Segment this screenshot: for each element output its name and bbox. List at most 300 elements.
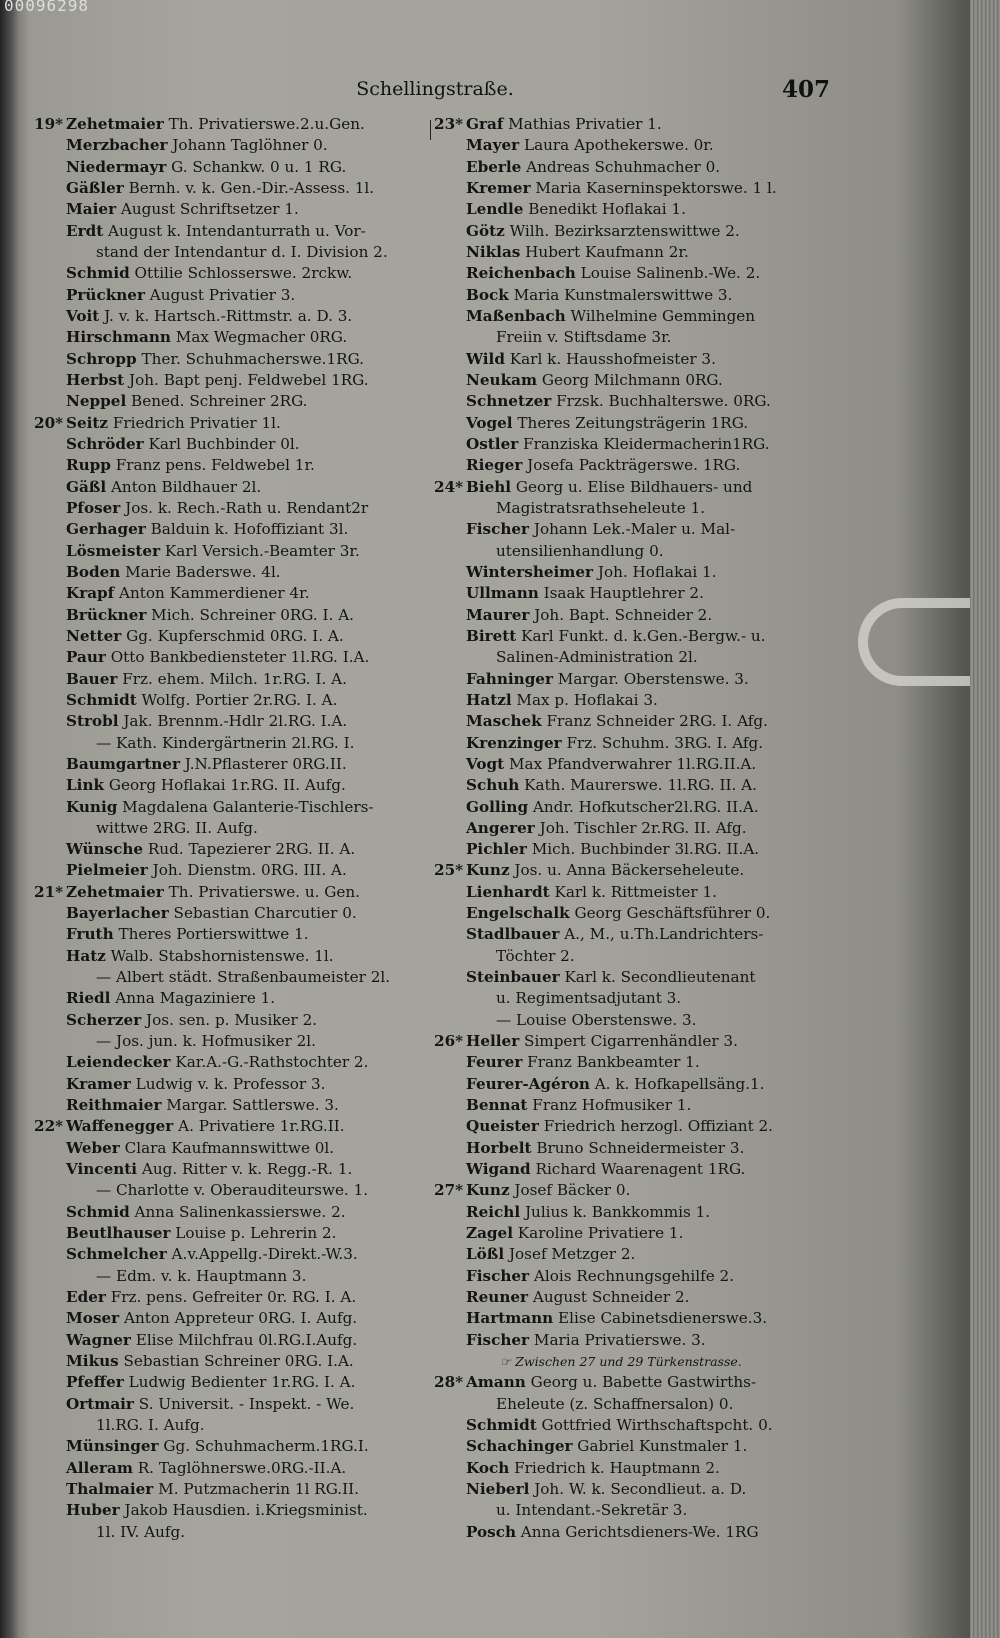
resident-name: Erdt xyxy=(66,221,104,240)
house-number: 25* xyxy=(434,861,464,880)
resident-details: Magistratsrathseheleute 1. xyxy=(496,498,706,517)
resident-details: Walb. Stabshornistenswe. 1l. xyxy=(105,946,334,965)
resident-details: Isaak Hauptlehrer 2. xyxy=(538,584,704,603)
directory-entry xyxy=(440,1500,830,1521)
resident-name: Kramer xyxy=(66,1074,131,1093)
directory-page xyxy=(34,70,830,1615)
resident-details: Franz Bankbeamter 1. xyxy=(522,1053,700,1072)
resident-name: Kunz xyxy=(466,1181,510,1200)
directory-entry xyxy=(40,562,430,583)
house-number: 24* xyxy=(434,477,464,496)
resident-name: Niedermayr xyxy=(66,157,167,176)
directory-entry xyxy=(440,1159,830,1180)
resident-name: Fischer xyxy=(466,1330,530,1349)
directory-entry xyxy=(40,1095,430,1116)
resident-name: Fischer xyxy=(466,1266,530,1285)
resident-name: Fischer xyxy=(466,520,530,539)
directory-entry xyxy=(40,434,430,455)
resident-name: Stadlbauer xyxy=(466,925,560,944)
resident-name: Queister xyxy=(466,1117,539,1136)
directory-entry xyxy=(440,1351,830,1372)
resident-name: Lößl xyxy=(466,1245,505,1264)
resident-details: Max Pfandverwahrer 1l.RG.II.A. xyxy=(504,754,757,773)
resident-details: Benedikt Hoflakai 1. xyxy=(523,200,686,219)
directory-entry xyxy=(440,669,830,690)
directory-entry xyxy=(440,413,830,434)
directory-entry xyxy=(440,349,830,370)
scan-id: 00096298 xyxy=(4,0,90,15)
resident-details: Hubert Kaufmann 2r. xyxy=(520,242,689,261)
directory-entry xyxy=(40,1052,430,1073)
directory-entry xyxy=(40,988,430,1009)
resident-name: Steinbauer xyxy=(466,968,560,987)
resident-details: A. Privatiere 1r.RG.II. xyxy=(173,1117,345,1136)
directory-entry xyxy=(40,1287,430,1308)
directory-entry xyxy=(440,583,830,604)
resident-details: Ther. Schuhmacherswe.1RG. xyxy=(136,349,364,368)
house-number: 22* xyxy=(34,1117,64,1136)
resident-details: Anna Magaziniere 1. xyxy=(110,989,276,1008)
house-number: 21* xyxy=(34,882,64,901)
directory-entry xyxy=(440,498,830,519)
column-divider xyxy=(430,120,431,140)
resident-name: Mikus xyxy=(66,1352,119,1371)
directory-entry xyxy=(440,541,830,562)
directory-entry xyxy=(440,157,830,178)
house-number: 19* xyxy=(34,115,64,133)
resident-name: Merzbacher xyxy=(66,136,168,155)
resident-details: Franz pens. Feldwebel 1r. xyxy=(110,456,315,475)
directory-entry xyxy=(40,1415,430,1436)
resident-name: Horbelt xyxy=(466,1138,532,1157)
resident-name: Schachinger xyxy=(466,1437,573,1456)
resident-name: Weber xyxy=(66,1138,120,1157)
resident-details: J.N.Pflasterer 0RG.II. xyxy=(179,754,347,773)
directory-entry xyxy=(40,370,430,391)
resident-name: Münsinger xyxy=(66,1437,159,1456)
directory-entry xyxy=(40,1138,430,1159)
directory-entry xyxy=(40,242,430,263)
directory-entry xyxy=(40,1479,430,1500)
resident-name: Ullmann xyxy=(466,584,539,603)
resident-details: August Privatier 3. xyxy=(144,285,296,304)
resident-name: Scherzer xyxy=(66,1010,142,1029)
directory-entry xyxy=(440,306,830,327)
resident-name: Thalmaier xyxy=(66,1480,154,1498)
resident-details: R. Taglöhnerswe.0RG.-II.A. xyxy=(132,1458,347,1477)
resident-details: Jos. k. Rech.-Rath u. Rendant2r xyxy=(120,498,369,517)
resident-details: Joh. Dienstm. 0RG. III. A. xyxy=(147,861,347,880)
resident-name: Krapf xyxy=(66,584,115,603)
resident-name: Reichenbach xyxy=(466,264,576,283)
directory-entry xyxy=(434,114,830,135)
resident-details: Jak. Brennm.-Hdlr 2l.RG. I.A. xyxy=(118,712,348,731)
directory-entry xyxy=(40,1010,430,1031)
resident-name: Zehetmaier xyxy=(66,115,164,133)
resident-name: Paur xyxy=(66,648,106,667)
resident-name: Koch xyxy=(466,1458,510,1477)
resident-details: Friedrich k. Hauptmann 2. xyxy=(509,1458,720,1477)
directory-entry xyxy=(34,114,430,135)
directory-entry xyxy=(40,1074,430,1095)
resident-name: Pichler xyxy=(466,840,527,859)
resident-name: Krenzinger xyxy=(466,733,562,752)
resident-name: Feurer xyxy=(466,1053,523,1072)
directory-entry xyxy=(40,1500,430,1521)
directory-entry xyxy=(40,263,430,284)
resident-details: Joh. W. k. Secondlieut. a. D. xyxy=(529,1480,747,1498)
resident-details: Marie Baderswe. 4l. xyxy=(120,562,281,581)
resident-name: Lösmeister xyxy=(66,541,161,560)
resident-details: Anna Gerichtsdieners-We. 1RG xyxy=(515,1522,759,1541)
resident-details: Frz. pens. Gefreiter 0r. RG. I. A. xyxy=(105,1288,357,1307)
directory-entry xyxy=(440,775,830,796)
resident-details: Bernh. v. k. Gen.-Dir.-Assess. 1l. xyxy=(123,178,375,197)
resident-name: Neukam xyxy=(466,370,538,389)
directory-entry xyxy=(440,733,830,754)
resident-name: Angerer xyxy=(466,818,535,837)
resident-name: Pielmeier xyxy=(66,861,148,880)
directory-entry xyxy=(434,1180,830,1201)
resident-details: Frzsk. Buchhalterswe. 0RG. xyxy=(551,392,771,411)
directory-entry xyxy=(40,1351,430,1372)
resident-details: Kar.A.-G.-Rathstochter 2. xyxy=(170,1053,369,1072)
directory-entry xyxy=(440,647,830,668)
resident-details: Louise Salinenb.-We. 2. xyxy=(575,264,761,283)
resident-name: Voit xyxy=(66,306,100,325)
resident-details: S. Universit. - Inspekt. - We. xyxy=(133,1394,355,1413)
left-column xyxy=(34,114,430,1543)
resident-details: Franz Hofmusiker 1. xyxy=(527,1096,692,1115)
resident-details: Anton Appreteur 0RG. I. Aufg. xyxy=(119,1309,358,1328)
directory-entry xyxy=(440,690,830,711)
resident-details: Georg Geschäftsführer 0. xyxy=(569,904,771,923)
resident-details: Maria Kaserninspektorswe. 1 l. xyxy=(530,178,777,197)
directory-entry xyxy=(440,1116,830,1137)
directory-entry xyxy=(440,1266,830,1287)
resident-name: Pfoser xyxy=(66,498,121,517)
resident-name: Schmidt xyxy=(466,1416,537,1435)
resident-name: Lienhardt xyxy=(466,882,550,901)
resident-details: Karoline Privatiere 1. xyxy=(512,1224,684,1243)
resident-details: Mathias Privatier 1. xyxy=(503,115,662,133)
resident-name: Eberle xyxy=(466,157,522,176)
resident-name: Herbst xyxy=(66,370,125,389)
resident-name: Heller xyxy=(466,1032,520,1051)
resident-details: Max Wegmacher 0RG. xyxy=(170,328,348,347)
resident-name: Vogel xyxy=(466,413,513,432)
directory-entry xyxy=(440,1415,830,1436)
resident-name: Lendle xyxy=(466,200,524,219)
directory-entry xyxy=(40,754,430,775)
directory-entry xyxy=(440,754,830,775)
resident-details: Karl Versich.-Beamter 3r. xyxy=(160,541,360,560)
directory-entry xyxy=(40,818,430,839)
house-number: 26* xyxy=(434,1032,464,1051)
directory-entry xyxy=(40,903,430,924)
resident-details: August Schriftsetzer 1. xyxy=(116,200,299,219)
resident-name: Schmelcher xyxy=(66,1245,167,1264)
directory-entry xyxy=(440,818,830,839)
directory-entry xyxy=(440,1479,830,1500)
resident-name: Neppel xyxy=(66,392,127,411)
resident-details: Laura Apothekerswe. 0r. xyxy=(519,136,714,155)
resident-details: Gg. Kupferschmid 0RG. I. A. xyxy=(121,626,344,645)
resident-details: Th. Privatierswe.2.u.Gen. xyxy=(163,115,365,133)
directory-entry xyxy=(40,221,430,242)
directory-entry xyxy=(440,1308,830,1329)
resident-details: Georg Milchmann 0RG. xyxy=(537,370,723,389)
directory-entry xyxy=(440,1052,830,1073)
resident-name: Wagner xyxy=(66,1330,131,1349)
directory-entry xyxy=(440,519,830,540)
directory-entry xyxy=(40,1223,430,1244)
resident-name: Golling xyxy=(466,797,529,816)
directory-entry xyxy=(40,946,430,967)
cross-reference-note: ☞ Zwischen 27 und 29 Türkenstrasse. xyxy=(500,1354,742,1370)
resident-details: Josefa Packträgerswe. 1RG. xyxy=(522,456,741,475)
resident-details: Ottilie Schlosserswe. 2rckw. xyxy=(129,264,353,283)
resident-name: Amann xyxy=(466,1373,526,1392)
running-title: Schellingstraße. xyxy=(356,78,514,100)
directory-entry xyxy=(434,477,830,498)
resident-details: Gg. Schuhmacherm.1RG.I. xyxy=(158,1437,369,1456)
resident-name: Moser xyxy=(66,1309,120,1328)
resident-details: Georg Hoflakai 1r.RG. II. Aufg. xyxy=(104,776,346,795)
directory-entry xyxy=(440,178,830,199)
resident-name: Kremer xyxy=(466,178,531,197)
resident-details: — Charlotte v. Oberauditeurswe. 1. xyxy=(96,1181,369,1200)
resident-name: Graf xyxy=(466,115,504,133)
resident-name: Baumgartner xyxy=(66,754,180,773)
resident-name: Ostler xyxy=(466,434,519,453)
directory-entry xyxy=(440,967,830,988)
directory-entry xyxy=(440,1394,830,1415)
directory-entry xyxy=(40,455,430,476)
directory-entry xyxy=(40,860,430,881)
resident-details: A., M., u.Th.Landrichters- xyxy=(559,925,764,944)
resident-details: Karl k. Secondlieutenant xyxy=(559,968,756,987)
resident-details: Frz. Schuhm. 3RG. I. Afg. xyxy=(561,733,764,752)
directory-entry xyxy=(434,860,830,881)
resident-name: Rieger xyxy=(466,456,523,475)
paper-clip xyxy=(858,598,970,686)
resident-name: Schuh xyxy=(466,776,520,795)
resident-details: Georg u. Elise Bildhauers- und xyxy=(511,477,753,496)
directory-entry xyxy=(40,1180,430,1201)
resident-details: Franziska Kleidermacherin1RG. xyxy=(518,434,770,453)
resident-name: Waffenegger xyxy=(66,1117,174,1136)
directory-entry xyxy=(40,1308,430,1329)
resident-details: Karl k. Rittmeister 1. xyxy=(549,882,717,901)
resident-name: Schmidt xyxy=(66,690,137,709)
resident-details: Eheleute (z. Schaffnersalon) 0. xyxy=(496,1394,734,1413)
directory-entry xyxy=(440,1522,830,1543)
directory-entry xyxy=(34,413,430,434)
resident-name: Götz xyxy=(466,221,505,240)
binding-edge xyxy=(0,0,18,1638)
resident-details: Maria Privatierswe. 3. xyxy=(529,1330,706,1349)
directory-entry xyxy=(440,455,830,476)
resident-details: — Kath. Kindergärtnerin 2l.RG. I. xyxy=(96,733,355,752)
resident-name: Boden xyxy=(66,562,121,581)
directory-entry xyxy=(40,690,430,711)
directory-entry xyxy=(40,605,430,626)
directory-entry xyxy=(40,797,430,818)
resident-name: Leiendecker xyxy=(66,1053,171,1072)
directory-entry xyxy=(40,135,430,156)
resident-details: M. Putzmacherin 1l RG.II. xyxy=(153,1480,359,1498)
directory-entry xyxy=(40,178,430,199)
resident-details: Karl Funkt. d. k.Gen.-Bergw.- u. xyxy=(516,626,766,645)
directory-entry xyxy=(40,285,430,306)
resident-details: 1l. IV. Aufg. xyxy=(96,1522,186,1541)
directory-entry xyxy=(40,1266,430,1287)
resident-details: Bruno Schneidermeister 3. xyxy=(531,1138,745,1157)
resident-details: 1l.RG. I. Aufg. xyxy=(96,1416,205,1435)
directory-entry xyxy=(440,1223,830,1244)
resident-name: Huber xyxy=(66,1501,120,1520)
resident-details: August Schneider 2. xyxy=(528,1288,690,1307)
resident-details: Theres Zeitungsträgerin 1RG. xyxy=(512,413,749,432)
resident-details: Töchter 2. xyxy=(496,946,575,965)
directory-entry xyxy=(440,605,830,626)
resident-details: Anton Kammerdiener 4r. xyxy=(114,584,310,603)
resident-details: A. k. Hofkapellsäng.1. xyxy=(589,1074,765,1093)
resident-name: Bock xyxy=(466,285,509,304)
directory-entry xyxy=(40,1458,430,1479)
resident-details: Johann Lek.-Maler u. Mal- xyxy=(529,520,736,539)
resident-details: Friedrich herzogl. Offiziant 2. xyxy=(538,1117,773,1136)
directory-entry xyxy=(440,1095,830,1116)
house-number: 28* xyxy=(434,1373,464,1392)
resident-name: Zehetmaier xyxy=(66,882,164,901)
directory-entry xyxy=(440,839,830,860)
directory-entry xyxy=(40,477,430,498)
resident-name: Schmid xyxy=(66,264,130,283)
resident-details: — Louise Oberstenswe. 3. xyxy=(496,1010,697,1029)
resident-name: Hirschmann xyxy=(66,328,171,347)
resident-details: Johann Taglöhner 0. xyxy=(167,136,328,155)
resident-details: Rud. Tapezierer 2RG. II. A. xyxy=(143,840,356,859)
resident-details: utensilienhandlung 0. xyxy=(496,541,664,560)
directory-entry xyxy=(40,519,430,540)
resident-name: Prückner xyxy=(66,285,145,304)
resident-details: Aug. Ritter v. k. Regg.-R. 1. xyxy=(137,1160,353,1179)
resident-details: Simpert Cigarrenhändler 3. xyxy=(519,1032,738,1051)
resident-details: Joh. Tischler 2r.RG. II. Afg. xyxy=(534,818,747,837)
directory-entry xyxy=(40,157,430,178)
resident-name: Strobl xyxy=(66,712,119,731)
directory-entry xyxy=(40,647,430,668)
directory-entry xyxy=(40,1202,430,1223)
resident-name: Maßenbach xyxy=(466,306,566,325)
resident-name: Maurer xyxy=(466,605,530,624)
directory-entry xyxy=(40,839,430,860)
resident-details: — Edm. v. k. Hauptmann 3. xyxy=(96,1266,307,1285)
resident-name: Vogt xyxy=(466,754,505,773)
resident-details: Joh. Hoflakai 1. xyxy=(593,562,717,581)
resident-details: u. Regimentsadjutant 3. xyxy=(496,989,682,1008)
resident-name: Birett xyxy=(466,626,517,645)
resident-details: Otto Bankbediensteter 1l.RG. I.A. xyxy=(105,648,370,667)
resident-details: Richard Waarenagent 1RG. xyxy=(530,1160,746,1179)
resident-name: Kunz xyxy=(466,861,510,880)
resident-details: Alois Rechnungsgehilfe 2. xyxy=(529,1266,735,1285)
resident-name: Bauer xyxy=(66,669,118,688)
resident-details: Mich. Schreiner 0RG. I. A. xyxy=(146,605,354,624)
directory-entry xyxy=(40,626,430,647)
resident-name: Link xyxy=(66,776,105,795)
resident-details: Anton Bildhauer 2l. xyxy=(106,477,262,496)
resident-name: Hartmann xyxy=(466,1309,554,1328)
resident-details: u. Intendant.-Sekretär 3. xyxy=(496,1501,688,1520)
resident-details: Karl k. Hausshofmeister 3. xyxy=(504,349,716,368)
resident-details: Magdalena Galanterie-Tischlers- xyxy=(117,797,374,816)
resident-details: Wilhelmine Gemmingen xyxy=(565,306,756,325)
directory-entry xyxy=(434,1372,830,1393)
directory-entry xyxy=(440,391,830,412)
resident-details: Gottfried Wirthschaftspcht. 0. xyxy=(536,1416,773,1435)
resident-details: Bened. Schreiner 2RG. xyxy=(126,392,308,411)
directory-entry xyxy=(440,711,830,732)
resident-name: Hatzl xyxy=(466,690,512,709)
resident-name: Pfeffer xyxy=(66,1373,124,1392)
directory-entry xyxy=(40,199,430,220)
resident-name: Bennat xyxy=(466,1096,528,1115)
directory-entry xyxy=(40,1372,430,1393)
directory-entry xyxy=(440,1287,830,1308)
resident-name: Wünsche xyxy=(66,840,144,859)
directory-entry xyxy=(440,882,830,903)
resident-details: Salinen-Administration 2l. xyxy=(496,648,698,667)
resident-details: Jos. sen. p. Musiker 2. xyxy=(141,1010,318,1029)
directory-entry xyxy=(40,967,430,988)
directory-entry xyxy=(40,498,430,519)
resident-name: Rupp xyxy=(66,456,111,475)
directory-entry xyxy=(440,626,830,647)
directory-entry xyxy=(440,199,830,220)
directory-entry xyxy=(40,391,430,412)
resident-details: A.v.Appellg.-Direkt.-W.3. xyxy=(166,1245,358,1264)
resident-name: Beutlhauser xyxy=(66,1224,171,1243)
resident-details: Julius k. Bankkommis 1. xyxy=(520,1202,711,1221)
resident-name: Brückner xyxy=(66,605,147,624)
resident-details: Margar. Oberstenswe. 3. xyxy=(552,669,749,688)
directory-entry xyxy=(440,263,830,284)
directory-entry xyxy=(440,903,830,924)
resident-details: Friedrich Privatier 1l. xyxy=(108,413,281,432)
resident-details: Th. Privatierswe. u. Gen. xyxy=(163,882,361,901)
resident-details: — Albert städt. Straßenbaumeister 2l. xyxy=(96,968,391,987)
directory-entry xyxy=(440,562,830,583)
directory-entry xyxy=(440,242,830,263)
directory-entry xyxy=(440,1436,830,1457)
directory-entry xyxy=(40,711,430,732)
directory-entry xyxy=(440,1074,830,1095)
resident-details: — Jos. jun. k. Hofmusiker 2l. xyxy=(96,1032,316,1051)
resident-details: Andr. Hofkutscher2l.RG. II.A. xyxy=(528,797,759,816)
resident-name: Schnetzer xyxy=(466,392,552,411)
resident-details: Maria Kunstmalerswittwe 3. xyxy=(508,285,733,304)
resident-details: Sebastian Charcutier 0. xyxy=(168,904,357,923)
resident-details: Louise p. Lehrerin 2. xyxy=(170,1224,337,1243)
resident-details: stand der Intendantur d. I. Division 2. xyxy=(96,242,388,261)
directory-entry xyxy=(40,924,430,945)
page-edges xyxy=(970,0,1000,1638)
resident-name: Biehl xyxy=(466,477,512,496)
resident-details: Max p. Hoflakai 3. xyxy=(511,690,658,709)
